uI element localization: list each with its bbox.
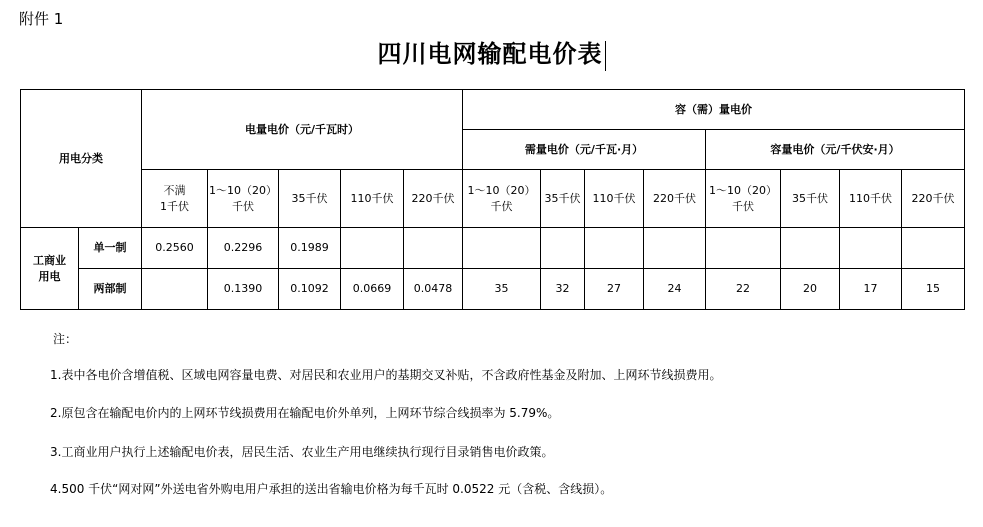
capacity-price-cell: 17 xyxy=(840,269,902,310)
note-item: 2.原包含在输配电价内的上网环节线损费用在输配电价外单列，上网环节综合线损率为 5.79%。 xyxy=(50,406,560,420)
energy-price-cell: 0.2296 xyxy=(208,228,279,269)
energy-voltage-220kv: 220千伏 xyxy=(404,170,463,228)
notes-heading: 注： xyxy=(53,332,78,346)
category-header: 用电分类 xyxy=(21,90,142,228)
tariff-table xyxy=(20,89,965,310)
energy-price-cell: 0.0669 xyxy=(341,269,404,310)
capacity-price-cell: 20 xyxy=(781,269,840,310)
capacity-price-cell xyxy=(902,228,965,269)
group-label-commercial: 工商业 用电 xyxy=(21,228,79,310)
demand-price-cell: 32 xyxy=(541,269,585,310)
energy-price-cell xyxy=(404,228,463,269)
capacity-demand-header: 容（需）量电价 xyxy=(463,90,965,130)
note-item: 3.工商业用户执行上述输配电价表，居民生活、农业生产用电继续执行现行目录销售电价政策。 xyxy=(50,445,554,459)
capacity-price-cell xyxy=(706,228,781,269)
capacity-voltage-35kv: 35千伏 xyxy=(781,170,840,228)
demand-price-cell: 27 xyxy=(585,269,644,310)
attachment-label: 附件 1 xyxy=(19,10,64,28)
text-cursor xyxy=(605,41,606,71)
demand-price-cell xyxy=(644,228,706,269)
energy-voltage-1-10kv: 1～10（20） 千伏 xyxy=(208,170,279,228)
demand-voltage-110kv: 110千伏 xyxy=(585,170,644,228)
demand-voltage-1-10kv: 1～10（20） 千伏 xyxy=(463,170,541,228)
page-title xyxy=(0,34,983,71)
capacity-voltage-1-10kv: 1～10（20） 千伏 xyxy=(706,170,781,228)
demand-price-header: 需量电价（元/千瓦·月） xyxy=(463,130,706,170)
header-row-1 xyxy=(21,90,965,130)
energy-price-cell: 0.2560 xyxy=(142,228,208,269)
energy-price-cell: 0.1092 xyxy=(279,269,341,310)
energy-price-header: 电量电价（元/千瓦时） xyxy=(142,90,463,170)
title-text: 四川电网输配电价表 xyxy=(377,39,603,68)
voltage-header-row xyxy=(21,170,965,228)
demand-voltage-35kv: 35千伏 xyxy=(541,170,585,228)
energy-price-cell: 0.0478 xyxy=(404,269,463,310)
table-row-two-part xyxy=(21,269,965,310)
table-row-single xyxy=(21,228,965,269)
note-item: 4.500 千伏“网对网”外送电省外购电用户承担的送出省输电价格为每千瓦时 0.0522 元（含税、含线损）。 xyxy=(50,482,613,496)
energy-voltage-35kv: 35千伏 xyxy=(279,170,341,228)
energy-price-cell xyxy=(142,269,208,310)
energy-price-cell xyxy=(341,228,404,269)
capacity-price-cell xyxy=(781,228,840,269)
capacity-price-header: 容量电价（元/千伏安·月） xyxy=(706,130,965,170)
energy-price-cell: 0.1390 xyxy=(208,269,279,310)
row-label-single: 单一制 xyxy=(79,228,142,269)
energy-voltage-110kv: 110千伏 xyxy=(341,170,404,228)
energy-voltage-under-1kv: 不满 1千伏 xyxy=(142,170,208,228)
demand-price-cell xyxy=(541,228,585,269)
capacity-price-cell: 15 xyxy=(902,269,965,310)
row-label-two-part: 两部制 xyxy=(79,269,142,310)
demand-price-cell xyxy=(585,228,644,269)
capacity-voltage-110kv: 110千伏 xyxy=(840,170,902,228)
capacity-price-cell xyxy=(840,228,902,269)
demand-price-cell xyxy=(463,228,541,269)
capacity-price-cell: 22 xyxy=(706,269,781,310)
demand-voltage-220kv: 220千伏 xyxy=(644,170,706,228)
capacity-voltage-220kv: 220千伏 xyxy=(902,170,965,228)
demand-price-cell: 24 xyxy=(644,269,706,310)
note-item: 1.表中各电价含增值税、区域电网容量电费、对居民和农业用户的基期交叉补贴，不含政府性基金及附加、上网环节线损费用。 xyxy=(50,368,722,382)
demand-price-cell: 35 xyxy=(463,269,541,310)
energy-price-cell: 0.1989 xyxy=(279,228,341,269)
